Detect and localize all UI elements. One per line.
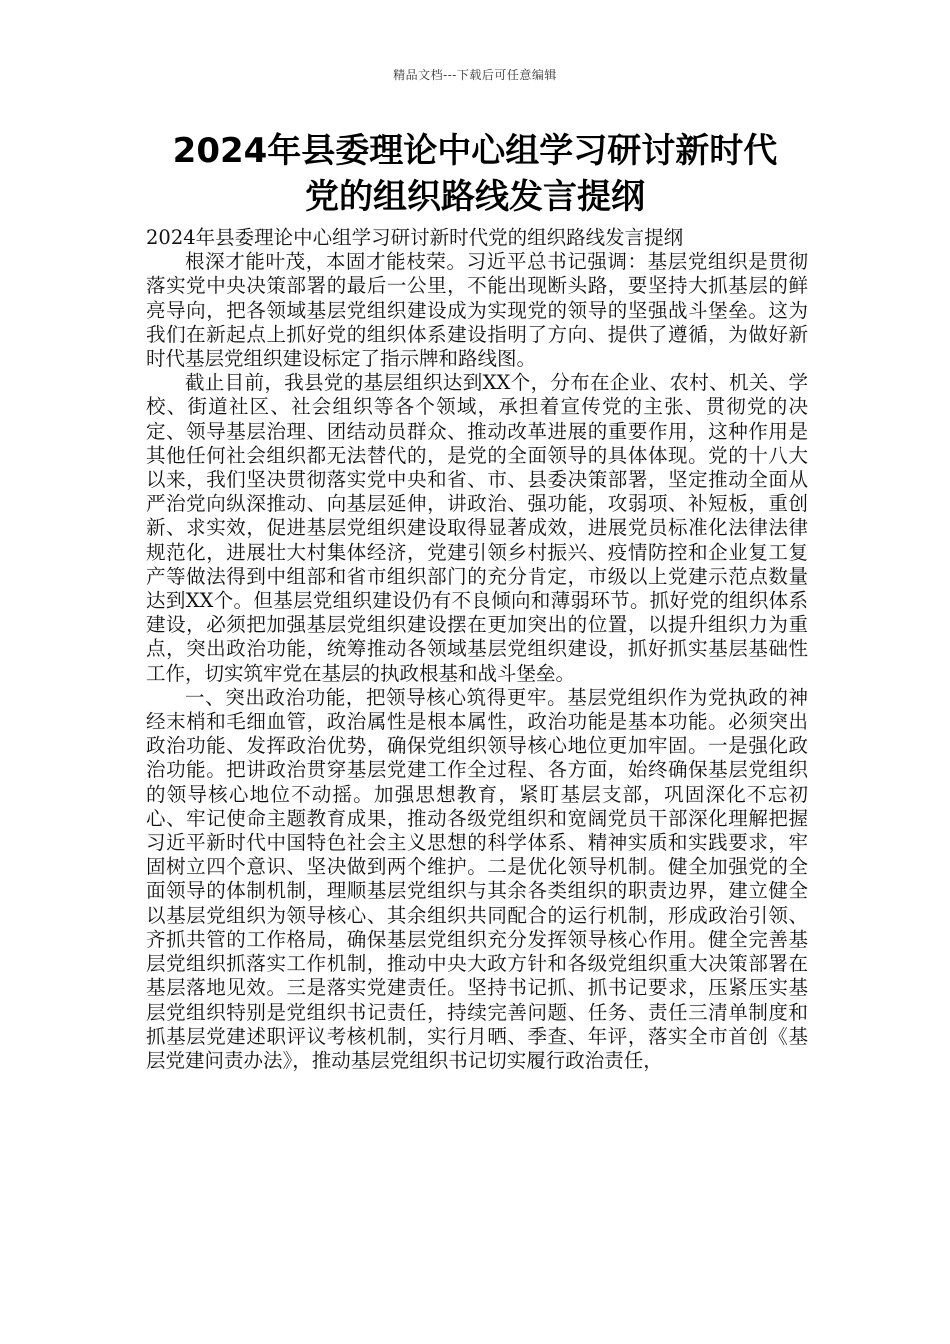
- paragraph-status: 截止目前，我县党的基层组织达到XX个，分布在企业、农村、机关、学校、街道社区、社会组织等各个领域，承担着宣传党的主张、贯彻党的决定、领导基层治理、团结动员群众、推动改革进展的重要作用，这种作用是其他任何社会组织都无法替代的，是党的全面领导的具体体现。党的十八大以来，我们坚决贯彻落实党中央和省、市、县委决策部署，坚定推动全面从严治党向纵深推动、向基层延伸，讲政治、强功能，攻弱项、补短板，重创新、求实效，促进基层党组织建设取得显著成效，进展党员标准化法律法律规范化，进展壮大村集体经济，党建引领乡村振兴、疫情防控和企业复工复产等做法得到中组部和省市组织部门的充分肯定，市级以上党建示范点数量达到XX个。但基层党组织建设仍有不良倾向和薄弱环节。抓好党的组织体系建设，必须把加强基层党组织建设摆在更加突出的位置，以提升组织力为重点，突出政治功能，统筹推动各领域基层党组织建设，抓好抓实基层基础性工作，切实筑牢党在基层的执政根基和战斗堡垒。: [146, 371, 808, 685]
- document-body: [146, 226, 808, 1073]
- document-title: [120, 128, 830, 220]
- paragraph-intro: 根深才能叶茂，本固才能枝荣。习近平总书记强调：基层党组织是贯彻落实党中央决策部署的最后一公里，不能出现断头路，要坚持大抓基层的鲜亮导向，把各领域基层党组织建设成为实现党的领导的坚强战斗堡垒。这为我们在新起点上抓好党的组织体系建设指明了方向、提供了遵循，为做好新时代基层党组织建设标定了指示牌和路线图。: [146, 250, 808, 371]
- running-header: 精品文档---下载后可任意编辑: [393, 68, 557, 82]
- title-line-2: 党的组织路线发言提纲: [305, 177, 645, 217]
- title-line-1: 2024年县委理论中心组学习研讨新时代: [172, 131, 778, 171]
- document-subtitle: 2024年县委理论中心组学习研讨新时代党的组织路线发言提纲: [146, 226, 684, 249]
- paragraph-section-one: 一、突出政治功能，把领导核心筑得更牢。基层党组织作为党执政的神经末梢和毛细血管，政治属性是根本属性，政治功能是基本功能。必须突出政治功能、发挥政治优势，确保党组织领导核心地位更加牢固。一是强化政治功能。把讲政治贯穿基层党建工作全过程、各方面，始终确保基层党组织的领导核心地位不动摇。加强思想教育，紧盯基层支部，巩固深化不忘初心、牢记使命主题教育成果，推动各级党组织和宽阔党员干部深化理解把握习近平新时代中国特色社会主义思想的科学体系、精神实质和实践要求，牢固树立四个意识、坚决做到两个维护。二是优化领导机制。健全加强党的全面领导的体制机制，理顺基层党组织与其余各类组织的职责边界，建立健全以基层党组织为领导核心、其余组织共同配合的运行机制，形成政治引领、齐抓共管的工作格局，确保基层党组织充分发挥领导核心作用。健全完善基层党组织抓落实工作机制，推动中央大政方针和各级党组织重大决策部署在基层落地见效。三是落实党建责任。坚持书记抓、抓书记要求，压紧压实基层党组织特别是党组织书记责任，持续完善问题、任务、责任三清单制度和抓基层党建述职评议考核机制，实行月晒、季查、年评，落实全市首创《基层党建问责办法》，推动基层党组织书记切实履行政治责任，: [146, 685, 808, 1072]
